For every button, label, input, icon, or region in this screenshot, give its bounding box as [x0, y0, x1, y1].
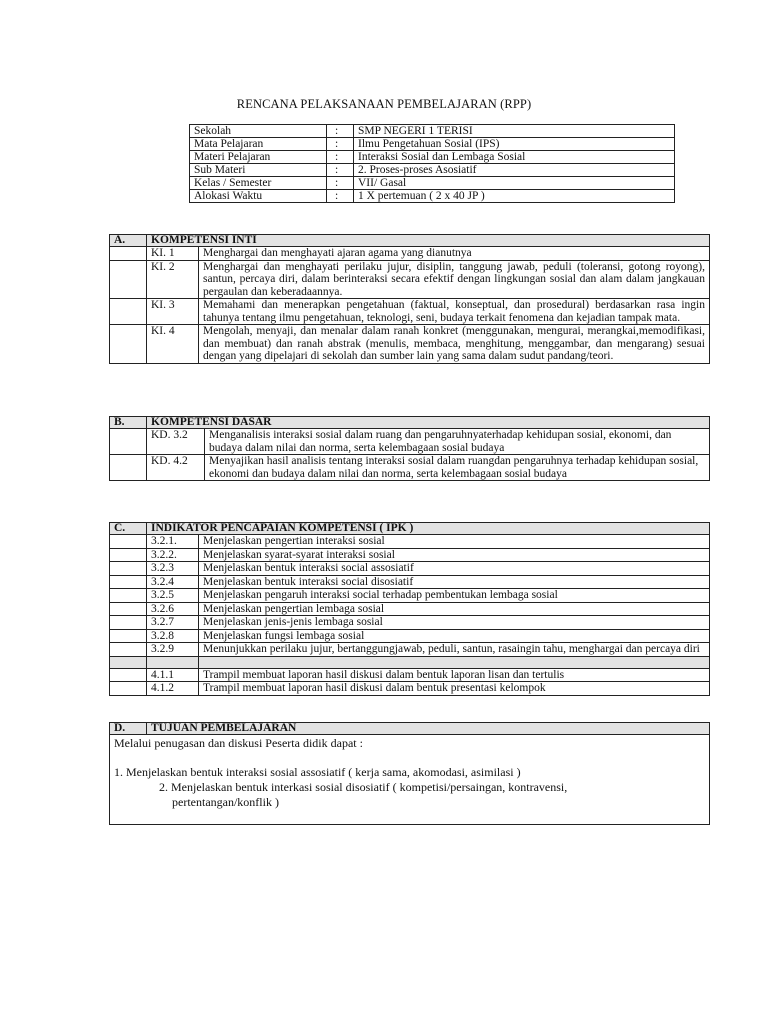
indicator-row-indent [110, 589, 147, 603]
identity-row [190, 177, 675, 190]
document-title: RENCANA PELAKSANAAN PEMBELAJARAN (RPP) [236, 97, 532, 111]
indicator-row-text: Menjelaskan fungsi lembaga sosial [199, 629, 710, 643]
indicator-row-indent [110, 643, 147, 657]
basic-competency-row [110, 429, 710, 455]
indicator-row-indent [110, 535, 147, 549]
indicator-row-text: Menjelaskan jenis-jenis lembaga sosial [199, 616, 710, 630]
core-competency-row-code: KI. 2 [147, 260, 199, 299]
identity-label: Materi Pelajaran [190, 151, 327, 164]
indicator-row-text: Menjelaskan pengertian interaksi sosial [199, 535, 710, 549]
identity-label: Sub Materi [190, 164, 327, 177]
indicator-row-text: Menjelaskan pengaruh interaksi social terhadap pembentukan lembaga sosial [199, 589, 710, 603]
core-competency-row [110, 247, 710, 261]
objective-2-line-2: pertentangan/konflik ) [172, 795, 279, 809]
indicator-row-code: 4.1.1 [147, 668, 199, 682]
identity-row [190, 190, 675, 203]
core-competency-row-text: Menghargai dan menghayati perilaku jujur, disiplin, tanggung jawab, peduli (toleransi, gotong royong), santun, percaya diri, dalam berinteraksi secara efektif dengan lingkungan sosial dan alam dalam jangkauan pergaulan dan keberadaannya. [199, 260, 710, 299]
identity-label: Alokasi Waktu [190, 190, 327, 203]
section-d-heading: TUJUAN PEMBELAJARAN [147, 723, 710, 735]
indicator-row [110, 616, 710, 630]
basic-competency-row-indent [110, 429, 147, 455]
indicator-row [110, 575, 710, 589]
indicator-row [110, 589, 710, 603]
basic-competency-row-text: Menyajikan hasil analisis tentang interaksi sosial dalam ruangdan pengaruhnya terhadap kehidupan sosial, ekonomi dan budaya dalam nilai dan norma, serta kelembagaan sosial budaya [205, 455, 710, 481]
indicator-row [110, 562, 710, 576]
identity-separator: : [327, 190, 354, 203]
section-b-heading: KOMPETENSI DASAR [147, 417, 710, 429]
identity-value: VII/ Gasal [354, 177, 675, 190]
indicator-row-indent [110, 575, 147, 589]
core-competency-row-code: KI. 3 [147, 299, 199, 325]
indicator-row-indent [110, 602, 147, 616]
core-competency-row-text: Menghargai dan menghayati ajaran agama yang dianutnya [199, 247, 710, 261]
indicator-row-code: 3.2.5 [147, 589, 199, 603]
indicator-row-text: Menjelaskan bentuk interaksi social assosiatif [199, 562, 710, 576]
section-a-heading: KOMPETENSI INTI [147, 235, 710, 247]
indicator-row-code: 4.1.2 [147, 682, 199, 696]
indicator-row-text: Menjelaskan syarat-syarat interaksi sosial [199, 548, 710, 562]
section-d-table [109, 722, 710, 825]
core-competency-row [110, 299, 710, 325]
core-competency-row-indent [110, 247, 147, 261]
identity-value: 1 X pertemuan ( 2 x 40 JP ) [354, 190, 675, 203]
identity-value: 2. Proses-proses Asosiatif [354, 164, 675, 177]
indicator-row-indent [110, 616, 147, 630]
identity-separator: : [327, 151, 354, 164]
indicator-row [110, 535, 710, 549]
indicator-row-code: 3.2.6 [147, 602, 199, 616]
indicator-row [110, 602, 710, 616]
core-competency-row-indent [110, 260, 147, 299]
identity-value: Ilmu Pengetahuan Sosial (IPS) [354, 138, 675, 151]
indicator-row-code: 3.2.2. [147, 548, 199, 562]
indicator-row-text: Trampil membuat laporan hasil diskusi dalam bentuk presentasi kelompok [199, 682, 710, 696]
section-d-letter: D. [110, 723, 147, 735]
section-b-letter: B. [110, 417, 147, 429]
basic-competency-row-text: Menganalisis interaksi sosial dalam ruang dan pengaruhnyaterhadap kehidupan sosial, ekonomi, dan budaya dalam nilai dan norma, serta kelembagaan sosial budaya [205, 429, 710, 455]
section-a-letter: A. [110, 235, 147, 247]
objective-2-line-1: 2. Menjelaskan bentuk interkasi sosial disosiatif ( kompetisi/persaingan, kontravensi, [159, 780, 568, 794]
core-competency-row-code: KI. 1 [147, 247, 199, 261]
identity-row [190, 138, 675, 151]
indicator-row-indent [110, 629, 147, 643]
identity-table [189, 124, 675, 203]
indicator-row [110, 682, 710, 696]
basic-competency-row-code: KD. 3.2 [147, 429, 205, 455]
section-c-spacer-row [110, 656, 710, 668]
indicator-row-code: 3.2.9 [147, 643, 199, 657]
indicator-row [110, 629, 710, 643]
indicator-row-text: Menunjukkan perilaku jujur, bertanggungjawab, peduli, santun, rasaingin tahu, menghargai dan percaya diri [199, 643, 710, 657]
core-competency-row-code: KI. 4 [147, 325, 199, 364]
basic-competency-row [110, 455, 710, 481]
indicator-row [110, 548, 710, 562]
identity-separator: : [327, 138, 354, 151]
section-c-letter: C. [110, 523, 147, 535]
indicator-row [110, 643, 710, 657]
identity-value: SMP NEGERI 1 TERISI [354, 125, 675, 138]
indicator-row-code: 3.2.7 [147, 616, 199, 630]
identity-separator: : [327, 164, 354, 177]
core-competency-row-text: Mengolah, menyaji, dan menalar dalam ranah konkret (menggunakan, mengurai, merangkai,memodifikasi, dan membuat) dan ranah abstrak (menulis, membaca, menghitung, menggambar, dan mengarang) sesuai dengan yang dipelajari di sekolah dan sumber lain yang sama dalam sudut pandang/teori. [199, 325, 710, 364]
core-competency-row [110, 260, 710, 299]
core-competency-row-indent [110, 299, 147, 325]
core-competency-row-text: Memahami dan menerapkan pengetahuan (faktual, konseptual, dan prosedural) berdasarkan rasa ingin tahunya tentang ilmu pengetahuan, teknologi, seni, budaya terkait fenomena dan kejadian tampak mata. [199, 299, 710, 325]
indicator-row-text: Menjelaskan pengertian lembaga sosial [199, 602, 710, 616]
indicator-row-indent [110, 682, 147, 696]
identity-label: Mata Pelajaran [190, 138, 327, 151]
learning-objectives [110, 735, 710, 825]
section-a-table [109, 234, 710, 364]
identity-label: Kelas / Semester [190, 177, 327, 190]
indicator-row-code: 3.2.3 [147, 562, 199, 576]
indicator-row-text: Trampil membuat laporan hasil diskusi dalam bentuk laporan lisan dan tertulis [199, 668, 710, 682]
basic-competency-row-code: KD. 4.2 [147, 455, 205, 481]
indicator-row-code: 3.2.1. [147, 535, 199, 549]
indicator-row-indent [110, 548, 147, 562]
identity-separator: : [327, 125, 354, 138]
indicator-row-text: Menjelaskan bentuk interaksi social disosiatif [199, 575, 710, 589]
core-competency-row-indent [110, 325, 147, 364]
basic-competency-row-indent [110, 455, 147, 481]
indicator-row-code: 3.2.4 [147, 575, 199, 589]
identity-label: Sekolah [190, 125, 327, 138]
core-competency-row [110, 325, 710, 364]
identity-row [190, 164, 675, 177]
indicator-row [110, 668, 710, 682]
identity-row [190, 151, 675, 164]
indicator-row-code: 3.2.8 [147, 629, 199, 643]
section-b-table [109, 416, 710, 481]
objective-1: 1. Menjelaskan bentuk interaksi sosial assosiatif ( kerja sama, akomodasi, asimilasi ) [114, 765, 521, 779]
identity-value: Interaksi Sosial dan Lembaga Sosial [354, 151, 675, 164]
objectives-intro: Melalui penugasan dan diskusi Peserta didik dapat : [114, 736, 363, 750]
identity-row [190, 125, 675, 138]
section-c-heading: INDIKATOR PENCAPAIAN KOMPETENSI ( IPK ) [147, 523, 710, 535]
section-c-table [109, 522, 710, 696]
identity-separator: : [327, 177, 354, 190]
indicator-row-indent [110, 562, 147, 576]
indicator-row-indent [110, 668, 147, 682]
